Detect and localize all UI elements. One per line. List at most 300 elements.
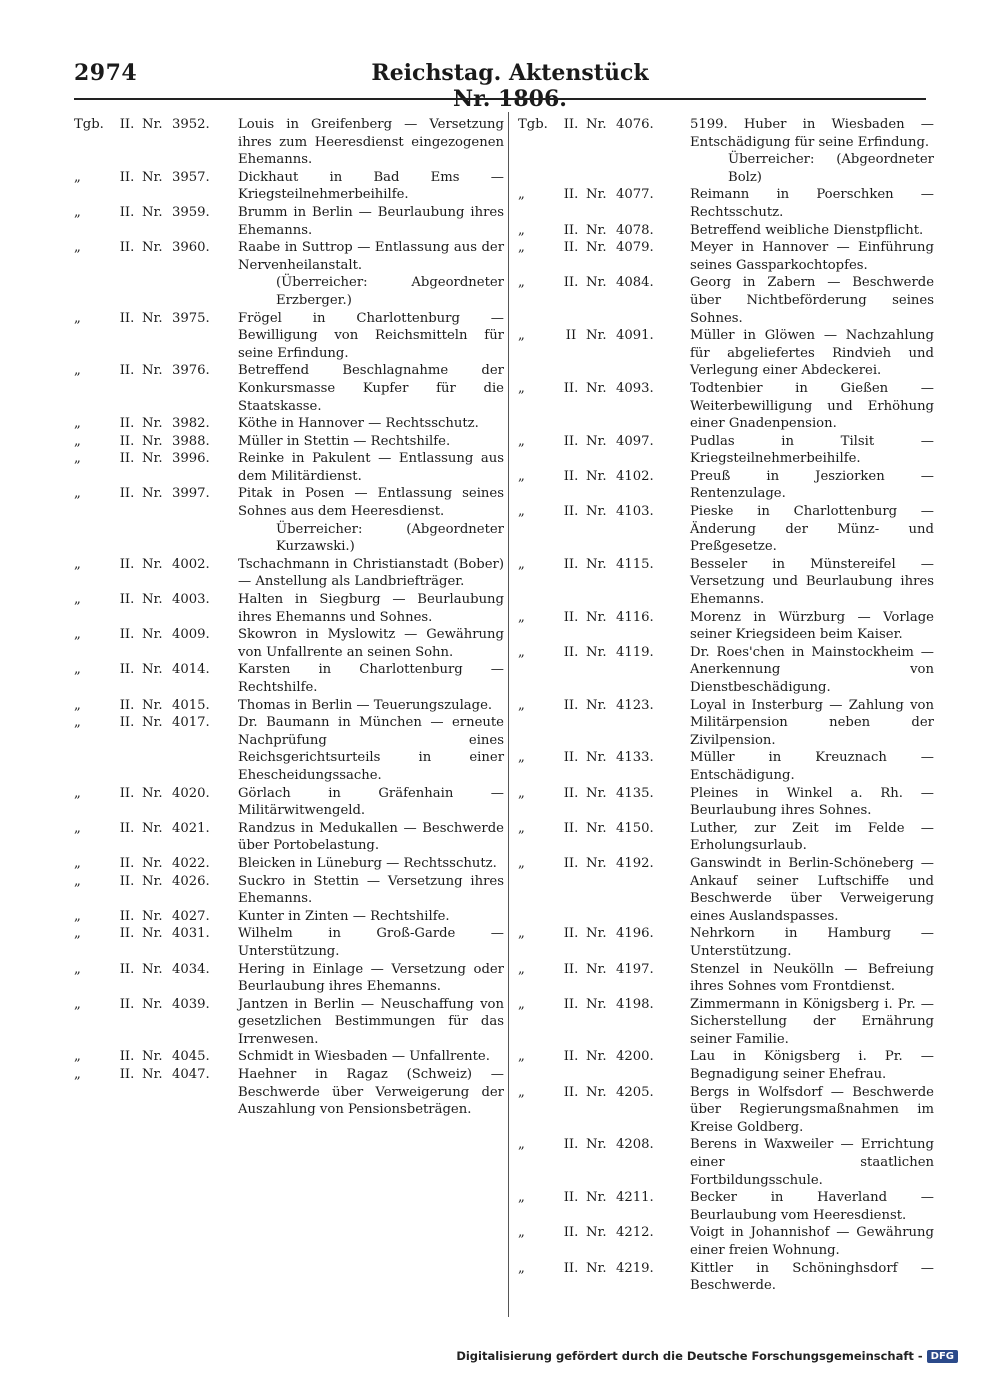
entry-text-block [672,468,934,503]
petition-entry [74,1066,504,1119]
entry-number: 4015. [172,697,210,713]
page-number: 2974 [74,60,138,86]
petition-entry [74,1048,504,1066]
entry-number: 4192. [616,855,654,871]
petition-entry [74,855,504,873]
entry-nr-label: Nr. [142,715,163,731]
entry-text-block [224,996,504,1049]
entry-number: 4039. [172,996,210,1012]
entry-number: 4200. [616,1049,654,1065]
entry-number: 4084. [616,275,654,291]
petition-entry [74,591,504,626]
entry-text-block [672,116,934,186]
entry-nr-label: Nr. [586,187,607,203]
entry-nr-label: Nr. [586,609,607,625]
petition-entry [518,1260,934,1295]
petition-entry [74,239,504,309]
entry-class: II. [563,1049,579,1065]
entry-nr-label: Nr. [142,873,163,889]
entry-text: Müller in Kreuznach — Entschädigung. [690,750,934,783]
entry-text-block [224,785,504,820]
entry-source: „ [74,926,81,942]
entry-number: 4115. [616,556,654,572]
petition-entry [518,1136,934,1189]
entry-class: II. [563,1260,579,1276]
petition-entry [74,485,504,555]
petition-entry [74,697,504,715]
petition-entry [518,697,934,750]
entry-source: „ [74,592,81,608]
entry-text: Kunter in Zinten — Rechtshilfe. [238,908,450,924]
entry-nr-label: Nr. [586,926,607,942]
entry-class: II. [119,486,135,502]
entry-text-block [224,450,504,485]
petition-entry [518,186,934,221]
entry-text: Betreffend Beschlagnahme der Konkursmasse Kupfer für die Staatskasse. [238,363,504,414]
entry-class: II. [119,240,135,256]
entry-nr-label: Nr. [142,169,163,185]
petition-entry [74,362,504,415]
entry-text: Müller in Glöwen — Nachzahlung für abgeliefertes Rindvieh und Verlegung einer Abdeckerei. [690,328,934,379]
entry-class: II. [563,1084,579,1100]
entry-text-block [672,1048,934,1083]
column-divider [508,112,509,1317]
entry-text: Tschachmann in Christianstadt (Bober) — Anstellung als Landbriefträger. [238,556,504,590]
entry-nr-label: Nr. [142,1067,163,1083]
entry-nr-label: Nr. [586,855,607,871]
entry-source: „ [518,468,525,484]
entry-class: II. [563,644,579,660]
entry-nr-label: Nr. [586,504,607,520]
entry-text: Pitak in Posen — Entlassung seines Sohnes aus dem Heeresdienst. [238,486,504,520]
entry-source: „ [518,222,525,238]
entry-text: Berens in Waxweiler — Errichtung einer staatlichen Fortbildungsschule. [690,1137,934,1188]
entry-text-block [672,609,934,644]
entry-class: II. [563,556,579,572]
entry-source: „ [518,820,525,836]
entry-text: Nehrkorn in Hamburg — Unterstützung. [690,926,934,959]
entry-class: II. [119,433,135,449]
entry-class: II. [563,697,579,713]
entry-number: 3952. [172,117,210,132]
entry-text: Thomas in Berlin — Teuerungszulage. [238,697,493,713]
petition-entry [518,222,934,240]
entry-source: „ [518,609,525,625]
entry-number: 4205. [616,1084,654,1100]
entry-source: „ [74,662,81,678]
entry-text: Voigt in Johannishof — Gewährung einer freien Wohnung. [690,1225,934,1258]
entry-text-block [224,925,504,960]
petition-entry [518,380,934,433]
entry-text-block [224,855,504,873]
petition-entry [74,310,504,363]
entry-text: Morenz in Würzburg — Vorlage seiner Kriegsideen beim Kaiser. [690,609,934,643]
entry-submitter: Überreicher: (Abgeordneter Kurzawski.) [276,521,504,555]
entry-class: II. [563,222,579,238]
entry-text-block [224,239,504,309]
entry-class: II. [119,169,135,185]
entry-text: Dr. Baumann in München — erneute Nachprüfung eines Reichsgerichtsurteils in einer Ehescheidungssache. [238,715,504,783]
entry-text-block [224,908,504,926]
entry-class: II. [119,416,135,432]
entry-nr-label: Nr. [586,1260,607,1276]
entry-class: II. [563,785,579,801]
petition-entry [518,468,934,503]
entry-source: „ [74,908,81,924]
entry-source: „ [74,1067,81,1083]
entry-nr-label: Nr. [586,785,607,801]
entry-text: Betreffend weibliche Dienstpflicht. [690,222,924,238]
entry-text: Loyal in Insterburg — Zahlung von Militärpension neben der Zivilpension. [690,697,934,748]
entry-nr-label: Nr. [142,433,163,449]
entry-number: 4003. [172,592,210,608]
entry-nr-label: Nr. [586,750,607,766]
entry-text: Pleines in Winkel a. Rh. — Beurlaubung ihres Sohnes. [690,785,934,819]
entry-submitter: (Überreicher: Abgeordneter Erzberger.) [276,275,504,308]
entry-text-block [672,503,934,556]
entry-nr-label: Nr. [586,380,607,396]
entry-number: 4116. [616,609,654,625]
entry-class: II. [119,662,135,678]
entry-text-block [224,961,504,996]
entry-source: „ [518,1260,525,1276]
entry-number: 3988. [172,433,210,449]
entry-source: Tgb. [74,117,104,132]
entry-text-block [672,1224,934,1259]
entry-text: Dr. Roes'chen in Mainstockheim — Anerkennung von Dienstbeschädigung. [690,644,934,695]
entry-source: „ [518,1137,525,1153]
entry-class: II. [119,451,135,467]
entry-nr-label: Nr. [142,627,163,643]
entry-class: II. [563,1225,579,1241]
entry-source: „ [518,1084,525,1100]
entry-text: 5199. Huber in Wiesbaden — Entschädigung für seine Erfindung. [690,117,934,150]
entry-number: 3997. [172,486,210,502]
entry-text-block [224,697,504,715]
entry-text: Georg in Zabern — Beschwerde über Nichtbeförderung seines Sohnes. [690,275,934,326]
petition-entry [518,239,934,274]
column-left [74,116,504,1119]
entry-class: II. [563,926,579,942]
entry-number: 3996. [172,451,210,467]
entry-number: 3959. [172,204,210,220]
entry-nr-label: Nr. [142,416,163,432]
entry-text-block [224,169,504,204]
entry-nr-label: Nr. [142,117,163,132]
entry-text-block [224,415,504,433]
petition-entry [518,433,934,468]
entry-nr-label: Nr. [142,592,163,608]
entry-text: Schmidt in Wiesbaden — Unfallrente. [238,1049,490,1065]
entry-nr-label: Nr. [586,328,607,344]
entry-class: II. [119,926,135,942]
entry-nr-label: Nr. [142,926,163,942]
entry-number: 4196. [616,926,654,942]
entry-text: Pudlas in Tilsit — Kriegsteilnehmerbeihilfe. [690,433,934,467]
entry-class: II. [119,117,135,132]
entry-number: 4123. [616,697,654,713]
running-title: Reichstag. Aktenstück Nr. 1806. [371,60,649,112]
entry-text-block [224,714,504,784]
entry-nr-label: Nr. [142,697,163,713]
petition-entry [74,961,504,996]
entry-nr-label: Nr. [142,996,163,1012]
entry-text-block [224,591,504,626]
entry-class: II. [563,1190,579,1206]
entry-class: II [565,328,577,344]
entry-text-block [672,749,934,784]
entry-number: 4208. [616,1137,654,1153]
entry-text-block [672,961,934,996]
entry-text: Görlach in Gräfenhain — Militärwitwengeld. [238,785,504,819]
entry-class: II. [563,468,579,484]
entry-text: Raabe in Suttrop — Entlassung aus der Nervenheilanstalt. [238,240,504,273]
entry-text-block [224,204,504,239]
entry-class: II. [119,961,135,977]
entry-number: 3975. [172,310,210,326]
entry-text-block [224,820,504,855]
entry-class: II. [119,592,135,608]
entry-source: „ [518,1049,525,1065]
entry-class: II. [119,873,135,889]
entry-nr-label: Nr. [586,996,607,1012]
entry-text-block [672,327,934,380]
entry-nr-label: Nr. [142,908,163,924]
entry-nr-label: Nr. [586,697,607,713]
petition-entry [74,996,504,1049]
entry-text-block [672,239,934,274]
entry-text-block [672,644,934,697]
petition-entry [74,626,504,661]
entry-nr-label: Nr. [142,363,163,379]
entry-number: 4212. [616,1225,654,1241]
petition-entry [518,327,934,380]
petition-entry [74,873,504,908]
petition-entry [518,996,934,1049]
petition-entry [518,609,934,644]
entry-text: Kittler in Schöninghsdorf — Beschwerde. [690,1260,934,1294]
entry-number: 4002. [172,556,210,572]
entry-number: 4026. [172,873,210,889]
petition-entry [74,450,504,485]
entry-text-block [672,1260,934,1295]
entry-number: 4017. [172,715,210,731]
entry-nr-label: Nr. [586,468,607,484]
entry-number: 4119. [616,644,654,660]
entry-text-block [672,274,934,327]
entry-source: „ [518,240,525,256]
entry-text: Todtenbier in Gießen — Weiterbewilligung und Erhöhung einer Gnadenpension. [690,380,934,432]
entry-source: „ [518,697,525,713]
entry-text-block [672,186,934,221]
entry-source: „ [74,486,81,502]
petition-entry [518,556,934,609]
entry-number: 4150. [616,820,654,836]
entry-number: 4198. [616,996,654,1012]
entry-number: 4022. [172,855,210,871]
entry-nr-label: Nr. [142,204,163,220]
entry-source: „ [518,328,525,344]
entry-text-block [672,996,934,1049]
entry-nr-label: Nr. [142,310,163,326]
entry-source: „ [74,433,81,449]
petition-entry [518,644,934,697]
entry-source: „ [518,926,525,942]
entry-class: II. [119,627,135,643]
entry-text-block [672,785,934,820]
entry-nr-label: Nr. [142,855,163,871]
petition-entry [518,1224,934,1259]
petition-entry [74,415,504,433]
petition-entry [518,116,934,186]
entry-nr-label: Nr. [586,240,607,256]
entry-text-block [672,697,934,750]
entry-text: Pieske in Charlottenburg — Änderung der Münz- und Preßgesetze. [690,504,934,555]
entry-number: 4091. [616,328,654,344]
entry-class: II. [563,609,579,625]
entry-text-block [224,556,504,591]
entry-source: „ [518,556,525,572]
entry-nr-label: Nr. [142,662,163,678]
entry-text: Randzus in Medukallen — Beschwerde über Portobelastung. [238,820,504,854]
entry-source: „ [518,750,525,766]
entry-number: 3960. [172,240,210,256]
entry-nr-label: Nr. [142,961,163,977]
entry-nr-label: Nr. [586,1225,607,1241]
entry-class: II. [119,697,135,713]
petition-entry [518,1084,934,1137]
entry-source: „ [74,855,81,871]
entry-nr-label: Nr. [142,1049,163,1065]
entry-nr-label: Nr. [142,785,163,801]
entry-source: „ [74,627,81,643]
entry-text: Halten in Siegburg — Beurlaubung ihres Ehemanns und Sohnes. [238,592,504,625]
entry-nr-label: Nr. [142,451,163,467]
entry-text: Dickhaut in Bad Ems — Kriegsteilnehmerbeihilfe. [238,169,504,203]
entry-source: „ [74,785,81,801]
entry-text: Karsten in Charlottenburg — Rechtshilfe. [238,662,504,695]
entry-source: „ [74,1049,81,1065]
petition-entry [74,820,504,855]
petition-entry [74,204,504,239]
entry-text-block [672,222,934,240]
entry-text-block [224,485,504,555]
entry-number: 3976. [172,363,210,379]
entry-source: „ [74,363,81,379]
entry-number: 3982. [172,416,210,432]
petition-entry [74,714,504,784]
entry-class: II. [119,1049,135,1065]
petition-entry [518,1189,934,1224]
entry-text-block [224,1048,504,1066]
entry-text: Ganswindt in Berlin-Schöneberg — Ankauf seiner Luftschiffe und Beschwerde über Verweigerung eines Auslandspasses. [690,855,934,924]
entry-source: „ [518,504,525,520]
petition-entry [518,855,934,925]
entry-text: Zimmermann in Königsberg i. Pr. — Sicherstellung der Ernährung seiner Familie. [690,996,934,1047]
petition-entry [518,274,934,327]
entry-source: „ [518,275,525,291]
entry-nr-label: Nr. [586,644,607,660]
entry-text: Köthe in Hannover — Rechtsschutz. [238,416,479,432]
entry-number: 4009. [172,627,210,643]
column-right [518,116,934,1295]
entry-nr-label: Nr. [586,961,607,977]
entry-source: „ [518,996,525,1012]
entry-number: 4034. [172,961,210,977]
entry-number: 4020. [172,785,210,801]
entry-text: Luther, zur Zeit im Felde — Erholungsurlaub. [690,820,934,854]
entry-text-block [672,1189,934,1224]
entry-text: Preuß in Jesziorken — Rentenzulage. [690,468,934,502]
entry-number: 4135. [616,785,654,801]
entry-text-block [672,855,934,925]
entry-text: Brumm in Berlin — Beurlaubung ihres Ehemanns. [238,204,504,238]
dfg-logo: DFG [927,1350,958,1363]
entry-text: Louis in Greifenberg — Versetzung ihres zum Heeresdienst eingezogenen Ehemanns. [238,117,504,168]
entry-class: II. [563,117,579,132]
entry-text-block [672,380,934,433]
entry-text-block [224,626,504,661]
entry-class: II. [563,275,579,291]
entry-source: „ [518,961,525,977]
entry-source: „ [518,1190,525,1206]
petition-entry [74,661,504,696]
entry-nr-label: Nr. [142,820,163,836]
entry-class: II. [119,996,135,1012]
entry-text: Bleicken in Lüneburg — Rechtsschutz. [238,855,497,871]
entry-class: II. [119,908,135,924]
entry-class: II. [563,504,579,520]
entry-class: II. [119,785,135,801]
entry-class: II. [563,996,579,1012]
entry-nr-label: Nr. [586,1084,607,1100]
entry-text: Besseler in Münstereifel — Versetzung und Beurlaubung ihres Ehemanns. [690,556,934,608]
entry-text: Hering in Einlage — Versetzung oder Beurlaubung ihres Ehemanns. [238,961,504,995]
entry-nr-label: Nr. [586,556,607,572]
entry-text-block [224,873,504,908]
entry-number: 4211. [616,1190,654,1206]
entry-class: II. [563,961,579,977]
entry-text-block [672,820,934,855]
entry-nr-label: Nr. [586,1190,607,1206]
petition-entry [74,785,504,820]
entry-nr-label: Nr. [586,117,607,132]
entry-class: II. [563,820,579,836]
entry-source: „ [518,380,525,396]
entry-source: „ [74,715,81,731]
entry-class: II. [563,750,579,766]
entry-source: „ [518,785,525,801]
entry-number: 4133. [616,750,654,766]
entry-number: 4079. [616,240,654,256]
entry-text: Haehner in Ragaz (Schweiz) — Beschwerde über Verweigerung der Auszahlung von Pensionsbeträgen. [238,1067,504,1118]
entry-text: Reinke in Pakulent — Entlassung aus dem Militärdienst. [238,451,504,484]
entry-text-block [224,362,504,415]
entry-number: 4076. [616,117,654,132]
entry-text-block [672,556,934,609]
entry-text-block [224,1066,504,1119]
entry-number: 4093. [616,380,654,396]
entry-source: „ [518,433,525,449]
entry-text-block [672,1136,934,1189]
entry-source: „ [74,873,81,889]
entry-number: 3957. [172,169,210,185]
entry-number: 4014. [172,662,210,678]
petition-entry [518,961,934,996]
entry-text: Suckro in Stettin — Versetzung ihres Ehemanns. [238,873,504,907]
petition-entry [74,433,504,451]
entry-text-block [672,1084,934,1137]
